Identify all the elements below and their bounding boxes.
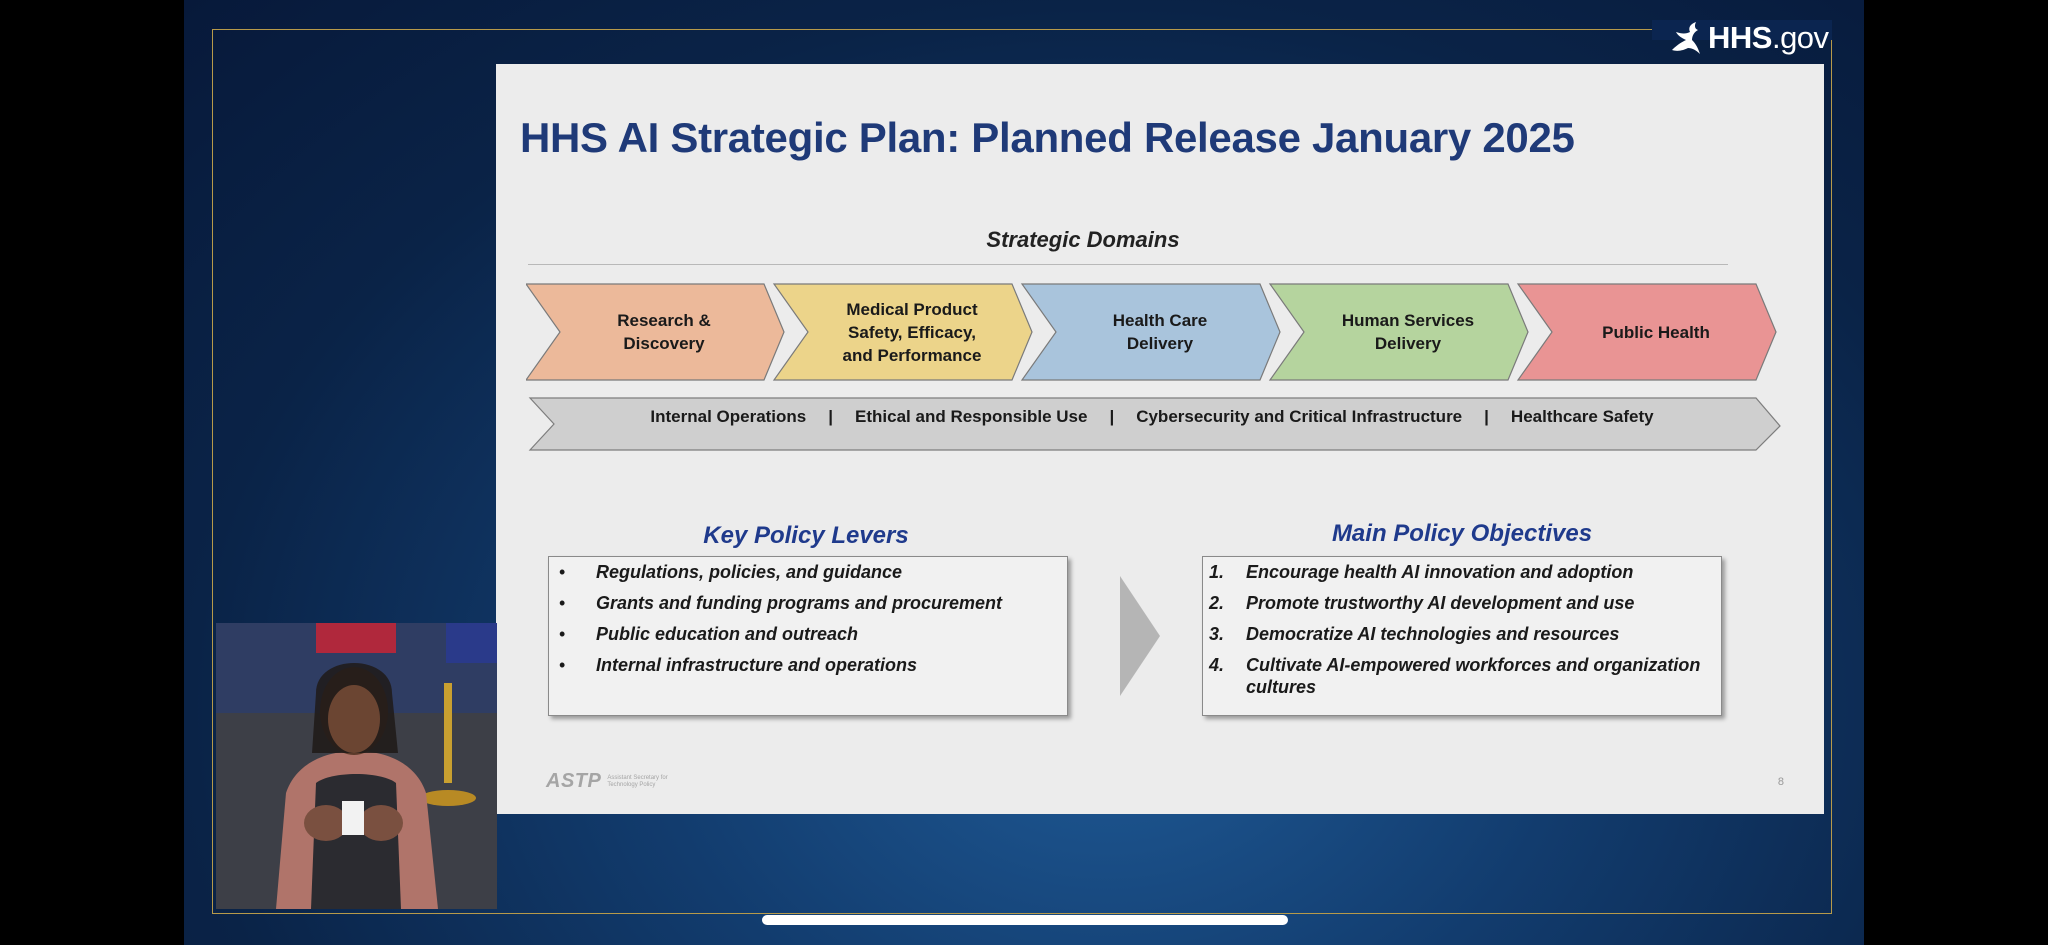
separator: | xyxy=(828,407,834,426)
slide-title: HHS AI Strategic Plan: Planned Release January 2025 xyxy=(520,114,1575,161)
domain-label: Health Care Delivery xyxy=(1112,311,1208,353)
cross-item-ethical-use: Ethical and Responsible Use xyxy=(855,407,1088,426)
domains-divider xyxy=(528,264,1728,265)
lever-text: Regulations, policies, and guidance xyxy=(596,562,903,582)
page-number: 8 xyxy=(1777,776,1784,788)
main-policy-objectives-heading: Main Policy Objectives xyxy=(1331,520,1593,547)
objective-text: Encourage health AI innovation and adoption xyxy=(1246,562,1634,582)
hhs-gov-logo xyxy=(1668,18,1829,58)
list-item xyxy=(549,592,1067,614)
astp-logo-subtitle: Assistant Secretary for Technology Policy xyxy=(607,774,668,788)
objective-number: 4. xyxy=(1209,655,1225,675)
cross-item-cybersecurity: Cybersecurity and Critical Infrastructure xyxy=(1136,407,1463,426)
list-item xyxy=(1203,654,1721,698)
separator: | xyxy=(1484,407,1489,426)
cross-cutting-labels xyxy=(526,392,1778,442)
bullet-mark: • xyxy=(559,562,566,582)
cross-item-internal-operations: Internal Operations xyxy=(650,407,807,426)
brand-name: HHS xyxy=(1708,20,1772,55)
speaker-video-thumbnail xyxy=(216,623,497,909)
domain-label: Human Services Delivery xyxy=(1341,311,1475,353)
objective-text: Promote trustworthy AI development and use xyxy=(1246,593,1635,613)
objective-number: 3. xyxy=(1209,624,1225,644)
list-item xyxy=(1203,623,1721,645)
objective-number: 1. xyxy=(1209,562,1225,582)
strategic-domains-heading: Strategic Domains xyxy=(986,227,1180,252)
list-item xyxy=(549,561,1067,583)
domain-label: Research & Discovery xyxy=(617,311,711,353)
right-arrow-icon xyxy=(1118,574,1162,698)
speaker-silhouette xyxy=(216,623,497,909)
lever-text: Public education and outreach xyxy=(596,624,859,644)
key-policy-levers-box xyxy=(548,556,1068,716)
home-indicator[interactable] xyxy=(762,915,1288,925)
cross-item-healthcare-safety: Healthcare Safety xyxy=(1510,407,1654,426)
objective-text: Democratize AI technologies and resources xyxy=(1246,624,1620,644)
lever-text: Internal infrastructure and operations xyxy=(596,655,918,675)
hhs-brand xyxy=(1708,20,1829,56)
eagle-icon xyxy=(1668,20,1702,56)
domain-label: Medical Product Safety, Efficacy, and Performance xyxy=(842,299,982,365)
astp-logo xyxy=(546,770,677,793)
brand-suffix: .gov xyxy=(1771,20,1829,55)
domain-label: Public Health xyxy=(1602,322,1710,342)
list-item xyxy=(1203,592,1721,614)
objective-text: Cultivate AI-empowered workforces and organization cultures xyxy=(1246,655,1701,697)
astp-logo-text: ASTP xyxy=(546,770,602,792)
main-policy-objectives-box xyxy=(1202,556,1722,716)
bullet-mark: • xyxy=(559,624,566,644)
levers-list xyxy=(549,557,1067,676)
list-item xyxy=(549,623,1067,645)
slide xyxy=(496,64,1824,814)
objective-number: 2. xyxy=(1209,593,1225,613)
key-policy-levers-heading: Key Policy Levers xyxy=(703,522,909,549)
objectives-list xyxy=(1203,557,1721,698)
bullet-mark: • xyxy=(559,655,566,675)
separator: | xyxy=(1109,407,1115,426)
lever-text: Grants and funding programs and procurement xyxy=(596,593,1003,613)
list-item xyxy=(1203,561,1721,583)
bullet-mark: • xyxy=(559,593,566,613)
list-item xyxy=(549,654,1067,676)
